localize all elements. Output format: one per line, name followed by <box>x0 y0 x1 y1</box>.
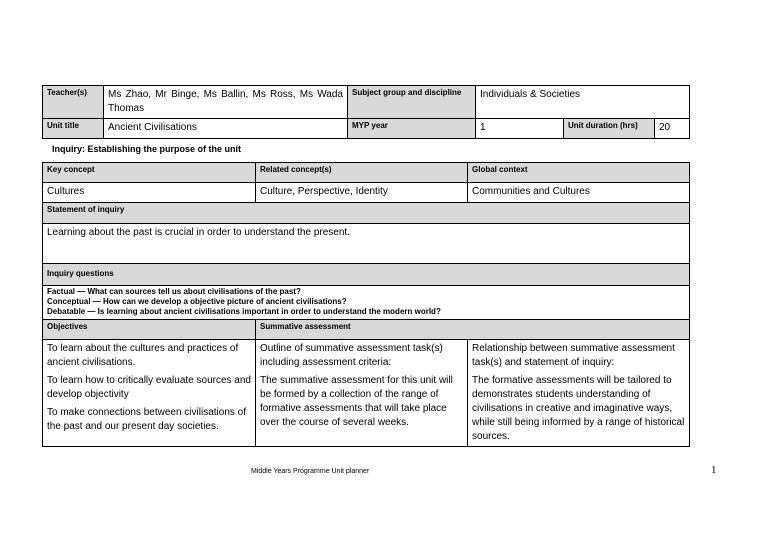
key-concept-value: Cultures <box>43 183 256 203</box>
questions-label: Inquiry questions <box>43 264 690 286</box>
unit-header-table <box>42 85 690 139</box>
myp-year-value: 1 <box>476 119 564 139</box>
related-concept-label: Related concept(s) <box>256 163 468 183</box>
unit-title-value: Ancient Civilisations <box>104 119 348 139</box>
unit-title-label: Unit title <box>43 119 104 139</box>
global-context-label: Global context <box>468 163 690 183</box>
relationship-cell <box>468 340 690 447</box>
outline-title: Outline of summative assessment task(s) including assessment criteria: <box>260 343 443 368</box>
questions-cell <box>43 286 690 320</box>
global-context-value: Communities and Cultures <box>468 183 690 203</box>
objectives-cell <box>43 340 256 447</box>
objective-item: To learn about the cultures and practices of ancient civilisations. <box>47 343 239 368</box>
summative-label: Summative assessment <box>256 320 690 340</box>
myp-year-label: MYP year <box>348 119 476 139</box>
teacher-value: Ms Zhao, Mr Binge, Ms Ballin, Ms Ross, Ms Wada Thomas <box>104 86 348 119</box>
duration-value: 20 <box>655 119 690 139</box>
inquiry-heading: Inquiry: Establishing the purpose of the unit <box>52 144 241 154</box>
relationship-text: The formative assessments will be tailored to demonstrates students understanding of civilisations in creative and imaginative ways, while still being informed by a range of historical sources. <box>472 375 685 442</box>
objectives-label: Objectives <box>43 320 256 340</box>
footer-text: Middle Years Programme Unit planner <box>251 468 370 475</box>
subject-label: Subject group and discipline <box>348 86 476 119</box>
statement-value: Learning about the past is crucial in order to understand the present. <box>43 224 690 264</box>
conceptual-question: Conceptual — How can we develop a objective picture of ancient civilisations? <box>47 297 347 306</box>
page-number: 1 <box>711 464 717 476</box>
duration-label: Unit duration (hrs) <box>564 119 655 139</box>
teacher-label: Teacher(s) <box>43 86 104 119</box>
related-concept-value: Culture, Perspective, Identity <box>256 183 468 203</box>
relationship-title: Relationship between summative assessment task(s) and statement of inquiry: <box>472 343 675 368</box>
key-concept-label: Key concept <box>43 163 256 183</box>
outline-text: The summative assessment for this unit will be formed by a collection of the range of formative assessments that will take place over the course of several weeks. <box>260 375 453 428</box>
factual-question: Factual — What can sources tell us about civilisations of the past? <box>47 287 301 296</box>
subject-value: Individuals & Societies <box>476 86 690 119</box>
debatable-question: Debatable — Is learning about ancient civilisations important in order to understand the modern world? <box>47 307 441 316</box>
outline-cell <box>256 340 468 447</box>
objective-item: To make connections between civilisations of the past and our present day societies. <box>47 407 246 432</box>
inquiry-table <box>42 162 690 447</box>
statement-label: Statement of inquiry <box>43 203 690 224</box>
objective-item: To learn how to critically evaluate sources and develop objectivity <box>47 375 251 400</box>
